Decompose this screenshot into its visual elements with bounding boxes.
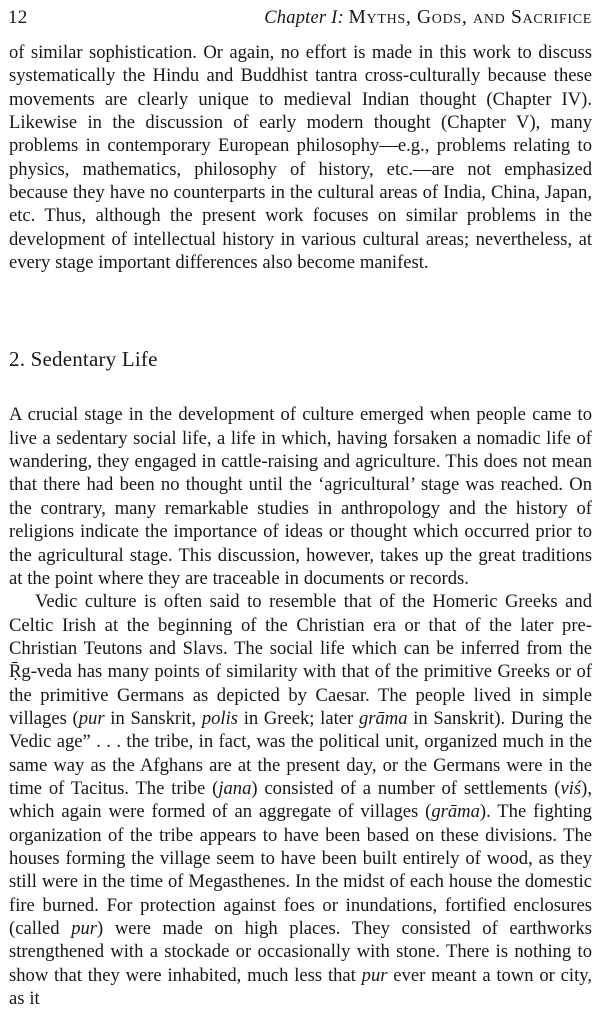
italic-term: pur [78, 707, 105, 729]
body-text-block [9, 41, 592, 1010]
heading-spacer [9, 372, 592, 403]
running-header-title [264, 6, 592, 30]
paragraph-sedentary-life: A crucial stage in the development of culture emerged when people came to live a sedentary social life, a life in which, having forsaken a nomadic life of wandering, they engaged in cattle-raising and agriculture. This does not mean that there had been no thought until the ‘agricultural’ stage was reached. On the contrary, many remarkable studies in anthropology and the history of religions indicate the importance of ideas or thought which occurred prior to the agricultural stage. This discussion, however, takes up the great traditions at the point where they are traceable in documents or records. [9, 404, 592, 589]
text-run: ) consisted of a number of settlements ( [251, 777, 561, 799]
text-run: in Sanskrit, [104, 707, 202, 729]
italic-term: jana [218, 777, 252, 799]
text-run: ever meant a town or city, as it [9, 964, 592, 1010]
section-spacer [9, 274, 592, 346]
italic-term: pur [71, 918, 98, 939]
text-run: Vedic culture is often said to resemble that of the Homeric Greeks and Celtic Irish at the beginning of the Christian era or that of the later pre-Christian Teutons and Slavs. The social life which can be inferred from the Ṝg-veda has many points of similarity with that of the primitive Greeks or of the primitive Germans as depicted by Caesar. The people lived in simple villages ( [9, 591, 592, 729]
text-run: ), which again were formed of an aggregate of villages ( [9, 777, 592, 823]
italic-term: grāma [358, 707, 408, 729]
running-header-chapter-label: Chapter I: [264, 8, 344, 28]
text-run: in Greek; later [237, 707, 359, 729]
page-number: 12 [8, 7, 28, 28]
running-header-chapter-title: Myths, Gods, and Sacrifice [348, 7, 592, 28]
italic-term: pur [361, 964, 388, 986]
italic-term: grāma [431, 801, 480, 823]
text-run: in Sanskrit). During the Vedic age” . . . the tribe, in fact, was the political unit, organized much in the same way as the Afghans are at the present day, or the Germans were in the time of Tacitus. The tribe ( [9, 707, 593, 799]
running-header [8, 6, 592, 32]
text-run: ). The fighting organization of the tribe appears to have been based on these divisions. The houses forming the village seem to have been built entirely of wood, as they still were in the time of Megasthenes. In the midst of each house the domestic fire burned. For protection against foes or inundations, fortified enclosures (called [9, 801, 592, 939]
italic-term: polis [201, 707, 238, 729]
section-heading: 2. Sedentary Life [9, 347, 158, 372]
italic-term: viś [560, 777, 582, 799]
paragraph-continuation: of similar sophistication. Or again, no effort is made in this work to discuss systematically the Hindu and Buddhist tantra cross-culturally because these movements are clearly unique to medieval Indian thought (Chapter IV). Likewise in the discussion of early modern thought (Chapter V), many problems in contemporary European philosophy—e.g., problems relating to physics, mathematics, philosophy of history, etc.—are not emphasized because they have no counterparts in the cultural areas of India, China, Japan, etc. Thus, although the present work focuses on similar problems in the development of intellectual history in various cultural areas; nevertheless, at every stage important differences also become manifest. [9, 42, 592, 274]
paragraph-vedic-culture [9, 590, 592, 1010]
text-run: ) were made on high places. They consisted of earthworks strengthened with a stockade or occasionally with stone. There is nothing to show that they were inhabited, much less that [9, 918, 592, 986]
